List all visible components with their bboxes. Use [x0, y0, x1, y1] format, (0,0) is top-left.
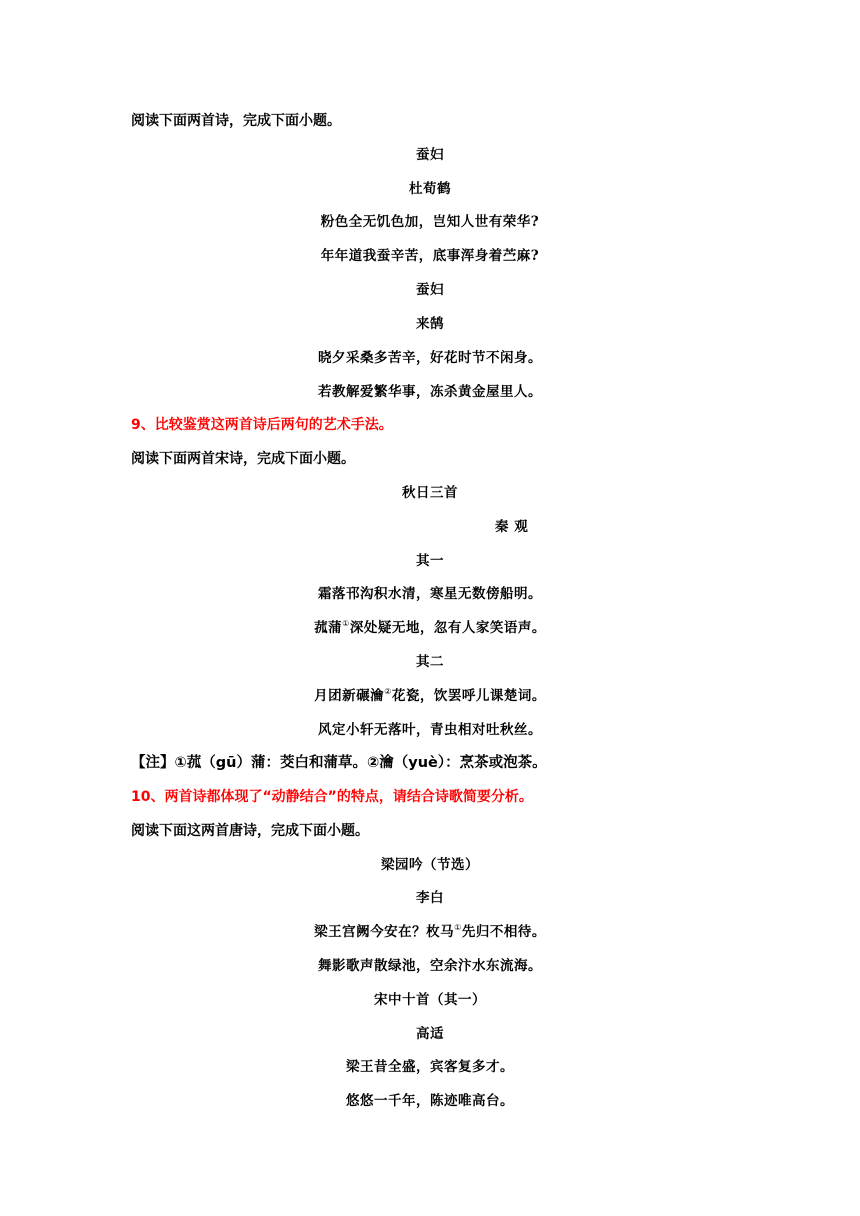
poem3-line-1: 霜落邗沟积水清，寒星无数傍船明。	[318, 586, 542, 602]
intro-text-1: 阅读下面两首诗，完成下面小题。	[131, 113, 341, 129]
poem3-line-3-b: 花瓷，饮罢呼儿课楚词。	[391, 688, 546, 704]
poem2-title: 蚕妇	[416, 282, 444, 298]
poem4-line-1	[0, 922, 860, 942]
poem1-title: 蚕妇	[416, 147, 444, 163]
poem1-line-2: 年年道我蚕辛苦，底事浑身着苎麻?	[320, 248, 540, 264]
footnote-mark-3: ①	[454, 923, 462, 932]
poem2-line-2: 若教解爱繁华事，冻杀黄金屋里人。	[318, 384, 542, 400]
footnote-mark-2: ②	[384, 687, 392, 696]
poem5-line-1: 梁王昔全盛，宾客复多才。	[346, 1059, 514, 1075]
poem5-author: 高适	[416, 1026, 444, 1042]
intro-text-3: 阅读下面这两首唐诗，完成下面小题。	[131, 823, 369, 839]
poem1-line-1: 粉色全无饥色加，岂知人世有荣华?	[320, 214, 540, 230]
poem2-line-1: 晓夕采桑多苦辛，好花时节不闲身。	[318, 350, 542, 366]
poem3-line-2-a: 菰蒲	[314, 620, 343, 636]
poem3-author: 秦 观	[495, 519, 529, 535]
footnote-text: 【注】①菰（gū）蒲：茭白和蒲草。②瀹（yuè）：烹茶或泡茶。	[131, 755, 547, 771]
poem4-title: 梁园吟（节选）	[381, 857, 479, 873]
poem3-subtitle-2: 其二	[416, 654, 444, 670]
question-9: 9、比较鉴赏这两首诗后两句的艺术手法。	[131, 417, 393, 433]
footnote-mark-1: ①	[342, 619, 350, 628]
poem4-author: 李白	[416, 890, 444, 906]
poem4-line-1-a: 梁王宫阙今安在？枚马	[314, 924, 455, 940]
poem4-line-2: 舞影歌声散绿池，空余汴水东流海。	[318, 958, 542, 974]
poem1-author: 杜荀鹤	[409, 181, 451, 197]
question-10: 10、两首诗都体现了“动静结合”的特点，请结合诗歌简要分析。	[131, 789, 533, 805]
poem4-line-1-b: 先归不相待。	[461, 924, 546, 940]
poem3-title: 秋日三首	[402, 485, 458, 501]
poem3-line-3-a: 月团新碾瀹	[314, 688, 385, 704]
poem3-line-4: 风定小轩无落叶，青虫相对吐秋丝。	[318, 722, 542, 738]
poem5-title: 宋中十首（其一）	[374, 992, 486, 1008]
intro-text-2: 阅读下面两首宋诗，完成下面小题。	[131, 451, 355, 467]
poem5-line-2: 悠悠一千年，陈迹唯高台。	[346, 1093, 514, 1109]
poem3-line-3	[0, 686, 860, 706]
poem3-line-2	[0, 618, 860, 638]
poem3-subtitle-1: 其一	[416, 553, 444, 569]
poem2-author: 来鹄	[416, 316, 444, 332]
poem3-line-2-b: 深处疑无地，忽有人家笑语声。	[349, 620, 546, 636]
